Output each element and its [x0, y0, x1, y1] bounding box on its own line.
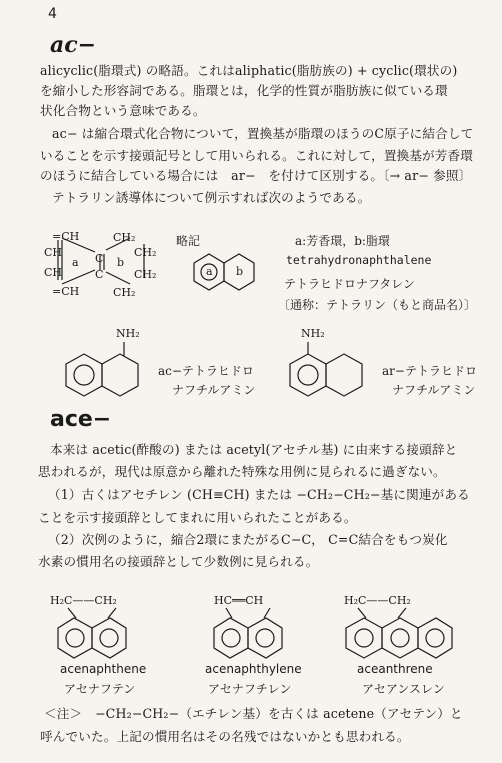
bond	[226, 608, 232, 618]
bond	[398, 608, 406, 618]
paragraph-line: （1）古くはアセチレン (CH≡CH) または −CH₂−CH₂−基に関連がある	[48, 487, 470, 502]
bridge-label: H₂C——CH₂	[344, 594, 411, 607]
atom-label: CH	[44, 266, 63, 279]
paragraph-line: 本来は acetic(酢酸の) または acetyl(アセチル基) に由来する接頭辞と	[50, 442, 458, 457]
aceanthrene-structure	[344, 608, 454, 660]
amine-group-label: NH₂	[301, 327, 325, 340]
atom-label: C	[95, 252, 104, 265]
aromatic-circle	[66, 629, 84, 647]
aromatic-ring	[214, 618, 248, 658]
aromatic-circle	[355, 629, 373, 647]
paragraph-line: を縮小した形容詞である。脂環とは，化学的性質が脂肪族に似ている環	[40, 83, 448, 98]
paragraph-line: 水素の慣用名の接頭辞として少数例に見られる。	[38, 554, 319, 569]
legend-line: 〔通称：テトラリン（もと商品名）〕	[278, 298, 477, 312]
ac-amine-name: ac−テトラヒドロ	[158, 364, 254, 378]
aromatic-ring	[66, 354, 102, 396]
bond	[358, 608, 366, 618]
aromatic-circle	[100, 629, 118, 647]
note-line: ＜注＞ −CH₂−CH₂−（エチレン基）を古くは acetene（アセテン）と	[44, 706, 463, 721]
compound-kana: アセナフチレン	[208, 682, 292, 696]
aromatic-ring	[382, 618, 418, 658]
ring-label-a: a	[72, 256, 79, 269]
ac-amine-name: ナフチルアミン	[172, 383, 256, 397]
bond	[108, 608, 116, 618]
bond	[264, 608, 270, 618]
paragraph-line: いることを示す接頭記号として用いられる。これに対して，置換基が芳香環	[40, 148, 474, 163]
ring-label-b: b	[117, 256, 125, 269]
atom-label: =CH	[52, 285, 80, 298]
bridge-label: HC══CH	[214, 594, 264, 607]
aromatic-circle	[298, 365, 318, 385]
compound-kana: アセアンスレン	[362, 682, 445, 696]
alicyclic-ring	[326, 354, 362, 396]
legend-line: テトラヒドロナフタレン	[284, 277, 415, 291]
aromatic-ring	[290, 354, 326, 396]
legend-line: tetrahydronaphthalene	[286, 253, 432, 267]
bond	[62, 270, 95, 284]
page-number: 4	[48, 6, 57, 22]
section-heading-ac: ac−	[50, 32, 97, 58]
ar-amine-name: ナフチルアミン	[392, 383, 476, 397]
bond	[106, 272, 130, 284]
atom-label: C	[95, 268, 104, 281]
compound-name: acenaphthene	[60, 662, 147, 676]
atom-label: CH₂	[113, 231, 136, 244]
aromatic-circle	[426, 629, 444, 647]
paragraph-line: alicyclic(脂環式) の略語。これはaliphatic(脂肪族の) + cyclic(環状の)	[40, 63, 458, 78]
compound-name: aceanthrene	[357, 662, 433, 676]
ar-amine-structure	[288, 342, 378, 402]
bridge-label: H₂C——CH₂	[50, 594, 117, 607]
paragraph-line: （2）次例のように，縮合2環にまたがるC−C， C=C結合をもつ炭化	[48, 532, 448, 547]
ac-amine-structure	[64, 342, 154, 402]
ring-label-a: a	[206, 265, 213, 278]
section-heading-ace: ace−	[50, 407, 112, 432]
paragraph-line: 思われるが，現代は原意から離れた特殊な用例に見られるに過ぎない。	[38, 464, 446, 479]
alicyclic-ring	[102, 354, 138, 396]
abbreviation-label: 略記	[176, 234, 201, 248]
atom-label: CH₂	[113, 286, 136, 299]
atom-label: CH₂	[134, 246, 157, 259]
tetralin-skeletal-formula	[190, 250, 270, 300]
aromatic-circle	[256, 629, 274, 647]
atom-label: CH	[44, 246, 63, 259]
atom-label: =CH	[52, 230, 80, 243]
paragraph-line: のほうに結合している場合には ar− を付けて区別する。〔→ ar− 参照〕	[40, 168, 472, 183]
aromatic-ring	[418, 618, 452, 658]
aromatic-ring	[92, 618, 126, 658]
aromatic-circle	[74, 365, 94, 385]
paragraph-line: 状化合物という意味である。	[40, 103, 206, 118]
atom-label: CH₂	[134, 268, 157, 281]
compound-kana: アセナフテン	[64, 682, 136, 696]
ring-label-b: b	[236, 265, 244, 278]
aromatic-ring	[346, 618, 382, 658]
aromatic-circle	[391, 629, 409, 647]
legend-line: a:芳香環，b:脂環	[295, 234, 390, 248]
ar-amine-name: ar−テトラヒドロ	[382, 364, 477, 378]
aromatic-ring	[58, 618, 92, 658]
compound-name: acenaphthylene	[205, 662, 302, 676]
note-line: 呼んでいた。上記の慣用名はその名残ではないかとも思われる。	[40, 729, 410, 744]
acenaphthylene-structure	[212, 608, 292, 660]
amine-group-label: NH₂	[116, 327, 140, 340]
bond	[68, 608, 76, 618]
acenaphthene-structure	[56, 608, 136, 660]
aromatic-circle	[222, 629, 240, 647]
paragraph-line: ことを示す接頭辞としてまれに用いられたことがある。	[38, 510, 357, 525]
paragraph-line: ac− は縮合環式化合物について，置換基が脂環のほうのC原子に結合して	[52, 126, 474, 141]
aromatic-ring	[248, 618, 282, 658]
paragraph-line: テトラリン誘導体について例示すれば次のようである。	[52, 190, 371, 205]
